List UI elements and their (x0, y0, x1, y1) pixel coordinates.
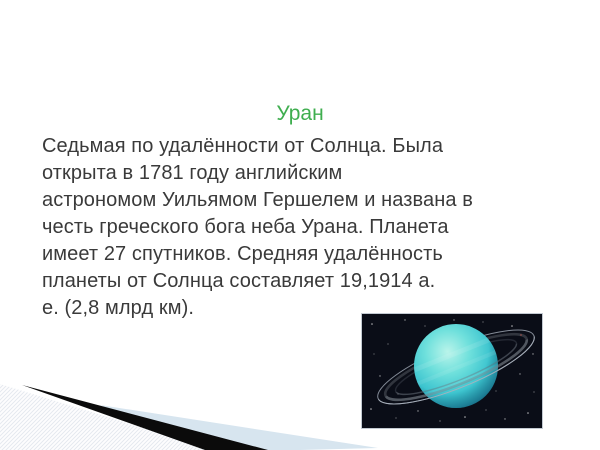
black-stripe (22, 385, 268, 450)
body-line: честь греческого бога неба Урана. Планета (42, 216, 449, 238)
uranus-illustration (362, 314, 542, 428)
uranus-image (361, 313, 543, 429)
pinstripe-wedge (0, 384, 215, 450)
blue-wedge (100, 405, 378, 450)
slide-body (42, 133, 562, 322)
body-line: астрономом Уильямом Гершелем и названа в (42, 189, 474, 211)
body-line: е. (2,8 млрд км). (42, 297, 194, 319)
body-line: открыта в 1781 году английским (42, 162, 343, 184)
body-line: имеет 27 спутников. Средняя удалённость (42, 243, 443, 265)
slide-title: Уран (276, 102, 324, 125)
body-line: Седьмая по удалённости от Солнца. Была (42, 135, 444, 157)
body-line: планеты от Солнца составляет 19,1914 а. (42, 270, 436, 292)
